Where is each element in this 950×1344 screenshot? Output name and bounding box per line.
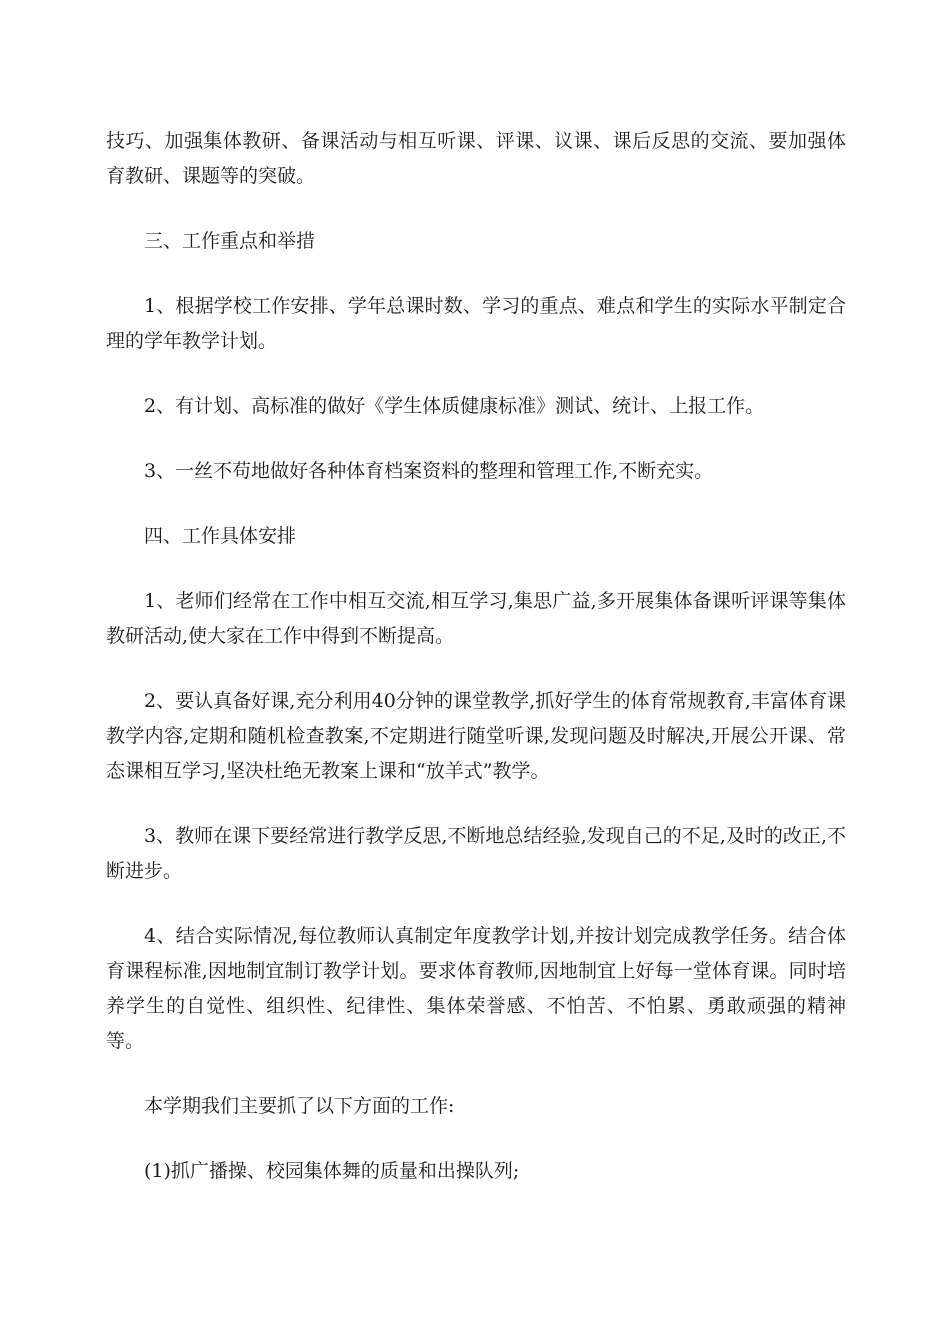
paragraph-item: 3、教师在课下要经常进行教学反思,不断地总结经验,发现自己的不足,及时的改正,不断进步。 bbox=[106, 825, 846, 882]
section-heading-4: 四、工作具体安排 bbox=[144, 525, 297, 547]
paragraph-item: 2、要认真备好课,充分利用40分钟的课堂教学,抓好学生的体育常规教育,丰富体育课教学内容,定期和随机检查教案,不定期进行随堂听课,发现问题及时解决,开展公开课、常态课相互学习,坚决杜绝无教案上课和“放羊式”教学。 bbox=[106, 690, 846, 782]
paragraph-item: 3、一丝不苟地做好各种体育档案资料的整理和管理工作,不断充实。 bbox=[144, 460, 714, 482]
paragraph-intro: 本学期我们主要抓了以下方面的工作: bbox=[144, 1095, 455, 1117]
paragraph-item: 2、有计划、高标准的做好《学生体质健康标准》测试、统计、上报工作。 bbox=[144, 395, 765, 417]
document-body bbox=[106, 124, 846, 1219]
paragraph-item: 1、根据学校工作安排、学年总课时数、学习的重点、难点和学生的实际水平制定合理的学年教学计划。 bbox=[106, 295, 846, 352]
paragraph-continuation: 技巧、加强集体教研、备课活动与相互听课、评课、议课、课后反思的交流、要加强体育教研、课题等的突破。 bbox=[106, 130, 846, 187]
paragraph-list-item: (1)抓广播操、校园集体舞的质量和出操队列; bbox=[144, 1160, 520, 1182]
paragraph-item: 1、老师们经常在工作中相互交流,相互学习,集思广益,多开展集体备课听评课等集体教研活动,使大家在工作中得到不断提高。 bbox=[106, 590, 846, 647]
section-heading-3: 三、工作重点和举措 bbox=[144, 230, 316, 252]
paragraph-item: 4、结合实际情况,每位教师认真制定年度教学计划,并按计划完成教学任务。结合体育课程标准,因地制宜制订教学计划。要求体育教师,因地制宜上好每一堂体育课。同时培养学生的自觉性、组织性、纪律性、集体荣誉感、不怕苦、不怕累、勇敢顽强的精神等。 bbox=[106, 925, 846, 1052]
